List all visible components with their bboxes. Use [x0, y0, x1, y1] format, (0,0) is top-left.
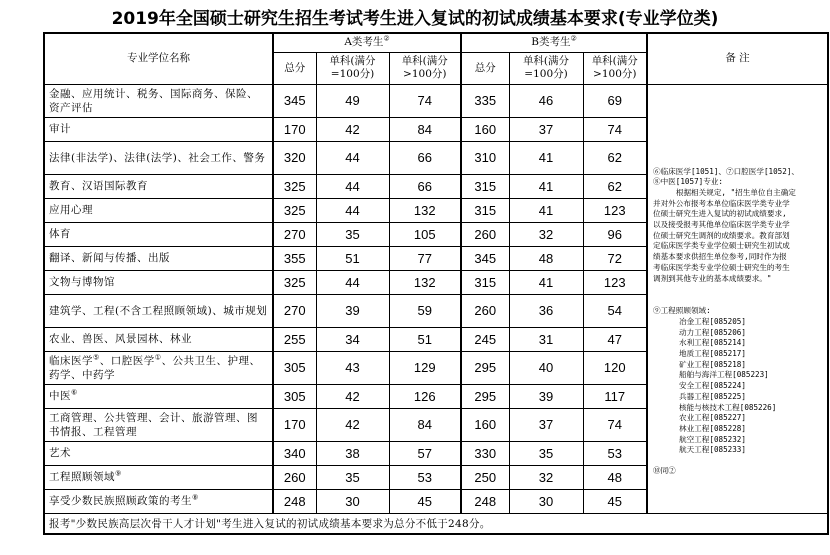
note-engineering-item: 船舶与海洋工程[085223]: [679, 370, 769, 380]
note-line: 定临床医学类专业学位硕士研究生初试成: [653, 241, 790, 251]
score-a-s2: 74: [389, 84, 461, 117]
score-b-s1: 37: [509, 408, 583, 441]
score-a-total: 345: [273, 84, 316, 117]
note-engineering-item: 核能与核技术工程[085226]: [679, 402, 777, 412]
score-a-s1: 44: [316, 174, 389, 198]
major-name-cell: 审计: [44, 117, 273, 141]
major-name-cell: 农业、兽医、风景园林、林业: [44, 327, 273, 351]
score-b-s1: 40: [509, 351, 583, 384]
footer-note: 报考"少数民族高层次骨干人才计划"考生进入复试的初试成绩基本要求为总分不低于248分。: [44, 513, 828, 534]
score-a-s1: 30: [316, 489, 389, 513]
score-a-s2: 132: [389, 270, 461, 294]
score-b-s2: 74: [583, 117, 647, 141]
score-a-s2: 59: [389, 294, 461, 327]
score-a-s1: 42: [316, 408, 389, 441]
score-a-s2: 51: [389, 327, 461, 351]
note-engineering-item: 兵器工程[085225]: [679, 391, 746, 401]
page-title: 2019年全国硕士研究生招生考试考生进入复试的初试成绩基本要求(专业学位类): [111, 9, 719, 29]
note-engineering-item: 动力工程[085206]: [679, 327, 746, 337]
header-notes: 备 注: [647, 33, 828, 84]
note-line: 根据相关规定, "招生单位自主确定: [653, 187, 796, 197]
major-name-cell: 享受少数民族照顾政策的考生⑧: [44, 489, 273, 513]
note-engineering-item: 航天工程[085233]: [679, 445, 746, 455]
score-a-total: 270: [273, 294, 316, 327]
score-a-total: 325: [273, 198, 316, 222]
score-b-s1: 48: [509, 246, 583, 270]
score-a-total: 320: [273, 141, 316, 174]
score-a-s2: 66: [389, 174, 461, 198]
header-group-b: B类考生②: [461, 33, 647, 52]
score-b-s2: 53: [583, 441, 647, 465]
score-b-total: 310: [461, 141, 509, 174]
score-b-s1: 31: [509, 327, 583, 351]
notes-cell: [647, 84, 828, 513]
score-a-total: 325: [273, 174, 316, 198]
score-b-total: 248: [461, 489, 509, 513]
score-b-s2: 45: [583, 489, 647, 513]
footer-row: [44, 513, 828, 534]
note-line: 调剂到其他专业的基本成绩要求。": [653, 273, 772, 283]
score-a-s2: 53: [389, 465, 461, 489]
score-a-s1: 51: [316, 246, 389, 270]
major-name-cell: 体育: [44, 222, 273, 246]
table-row: [44, 84, 828, 117]
major-name-cell: 教育、汉语国际教育: [44, 174, 273, 198]
major-name-cell: 中医⑥: [44, 384, 273, 408]
score-a-s2: 45: [389, 489, 461, 513]
note-line: 以及接受报考其他单位临床医学类专业学: [653, 220, 790, 230]
score-b-s2: 123: [583, 270, 647, 294]
major-name-cell: 应用心理: [44, 198, 273, 222]
score-b-total: 245: [461, 327, 509, 351]
score-b-s1: 41: [509, 198, 583, 222]
score-b-s1: 36: [509, 294, 583, 327]
header-b-total: 总分: [461, 52, 509, 84]
score-a-s2: 105: [389, 222, 461, 246]
score-b-total: 295: [461, 384, 509, 408]
score-b-s1: 37: [509, 117, 583, 141]
score-b-s2: 69: [583, 84, 647, 117]
score-b-s1: 32: [509, 222, 583, 246]
score-b-s2: 74: [583, 408, 647, 441]
score-a-s1: 35: [316, 465, 389, 489]
score-b-s2: 96: [583, 222, 647, 246]
score-a-total: 305: [273, 384, 316, 408]
score-a-total: 305: [273, 351, 316, 384]
score-a-total: 255: [273, 327, 316, 351]
note-engineering-item: 航空工程[085232]: [679, 434, 746, 444]
score-b-total: 250: [461, 465, 509, 489]
score-table: [43, 32, 829, 535]
major-name-cell: 建筑学、工程(不含工程照顾领域)、城市规划: [44, 294, 273, 327]
score-a-s1: 44: [316, 141, 389, 174]
score-b-s1: 32: [509, 465, 583, 489]
note-line: 位硕士研究生进入复试的初试成绩要求,: [653, 209, 787, 219]
score-b-total: 315: [461, 198, 509, 222]
score-b-total: 315: [461, 270, 509, 294]
score-a-s2: 57: [389, 441, 461, 465]
score-a-s1: 39: [316, 294, 389, 327]
major-name-cell: 临床医学⑤、口腔医学①、公共卫生、护理、药学、中药学: [44, 351, 273, 384]
score-b-s1: 41: [509, 270, 583, 294]
major-name-cell: 金融、应用统计、税务、国际商务、保险、资产评估: [44, 84, 273, 117]
score-a-s1: 34: [316, 327, 389, 351]
score-b-total: 335: [461, 84, 509, 117]
score-a-s2: 129: [389, 351, 461, 384]
score-b-s2: 120: [583, 351, 647, 384]
note-engineering-item: 安全工程[085224]: [679, 381, 746, 391]
score-a-total: 248: [273, 489, 316, 513]
score-b-s1: 30: [509, 489, 583, 513]
score-a-s1: 43: [316, 351, 389, 384]
score-b-s1: 41: [509, 174, 583, 198]
header-a-single-over100: 单科(满分 >100分): [389, 52, 461, 84]
score-a-s1: 42: [316, 117, 389, 141]
score-a-total: 270: [273, 222, 316, 246]
note-engineering-title: ⑨工程照顾领域:: [653, 306, 711, 316]
score-a-s2: 84: [389, 408, 461, 441]
score-b-s2: 48: [583, 465, 647, 489]
score-b-s2: 123: [583, 198, 647, 222]
score-a-s2: 132: [389, 198, 461, 222]
score-a-total: 355: [273, 246, 316, 270]
score-a-s1: 44: [316, 198, 389, 222]
score-b-s2: 117: [583, 384, 647, 408]
score-a-s2: 84: [389, 117, 461, 141]
header-major-name: 专业学位名称: [44, 33, 273, 84]
note-engineering-item: 水利工程[085214]: [679, 338, 746, 348]
note-engineering-item: 矿业工程[085218]: [679, 359, 746, 369]
major-name-cell: 工程照顾领域⑨: [44, 465, 273, 489]
note-engineering-item: 林业工程[085228]: [679, 423, 746, 433]
major-name-cell: 翻译、新闻与传播、出版: [44, 246, 273, 270]
note-engineering-item: 农业工程[085227]: [679, 413, 746, 423]
major-name-cell: 法律(非法学)、法律(法学)、社会工作、警务: [44, 141, 273, 174]
score-a-total: 325: [273, 270, 316, 294]
major-name-cell: 艺术: [44, 441, 273, 465]
score-a-s1: 42: [316, 384, 389, 408]
note-ref: ⑩同②: [653, 466, 676, 476]
score-a-s2: 77: [389, 246, 461, 270]
note-line: ⑧中医[1057]专业:: [653, 177, 723, 187]
score-a-s1: 49: [316, 84, 389, 117]
major-name-cell: 文物与博物馆: [44, 270, 273, 294]
major-name-cell: 工商管理、公共管理、会计、旅游管理、图书情报、工程管理: [44, 408, 273, 441]
header-group-a: A类考生②: [273, 33, 461, 52]
score-a-total: 260: [273, 465, 316, 489]
score-a-s1: 35: [316, 222, 389, 246]
score-b-total: 260: [461, 222, 509, 246]
score-a-s2: 126: [389, 384, 461, 408]
note-engineering-item: 冶金工程[085205]: [679, 316, 746, 326]
score-b-total: 345: [461, 246, 509, 270]
score-b-total: 315: [461, 174, 509, 198]
header-a-total: 总分: [273, 52, 316, 84]
header-a-single-100: 单科(满分 =100分): [316, 52, 389, 84]
score-b-total: 160: [461, 117, 509, 141]
score-a-total: 170: [273, 408, 316, 441]
score-b-s2: 47: [583, 327, 647, 351]
note-line: 考临床医学类专业学位硕士研究生的考生: [653, 262, 790, 272]
score-a-s1: 38: [316, 441, 389, 465]
score-a-total: 340: [273, 441, 316, 465]
score-b-s1: 35: [509, 441, 583, 465]
score-b-s2: 62: [583, 141, 647, 174]
header-b-single-100: 单科(满分 =100分): [509, 52, 583, 84]
score-b-s2: 54: [583, 294, 647, 327]
score-b-total: 160: [461, 408, 509, 441]
note-line: 绩基本要求供招生单位参考,同时作为报: [653, 252, 787, 262]
score-a-total: 170: [273, 117, 316, 141]
score-b-s1: 39: [509, 384, 583, 408]
header-b-single-over100: 单科(满分 >100分): [583, 52, 647, 84]
note-line: 并对外公布报考本单位临床医学类专业学: [653, 198, 790, 208]
score-a-s2: 66: [389, 141, 461, 174]
note-line: ⑥临床医学[1051]、⑦口腔医学[1052]、: [653, 166, 799, 176]
score-b-total: 260: [461, 294, 509, 327]
score-b-s2: 62: [583, 174, 647, 198]
score-b-total: 330: [461, 441, 509, 465]
score-b-s2: 72: [583, 246, 647, 270]
score-b-total: 295: [461, 351, 509, 384]
note-line: 位硕士研究生调剂的成绩要求。教育部划: [653, 230, 790, 240]
score-b-s1: 41: [509, 141, 583, 174]
score-a-s1: 44: [316, 270, 389, 294]
score-b-s1: 46: [509, 84, 583, 117]
note-engineering-item: 地质工程[085217]: [679, 349, 746, 359]
